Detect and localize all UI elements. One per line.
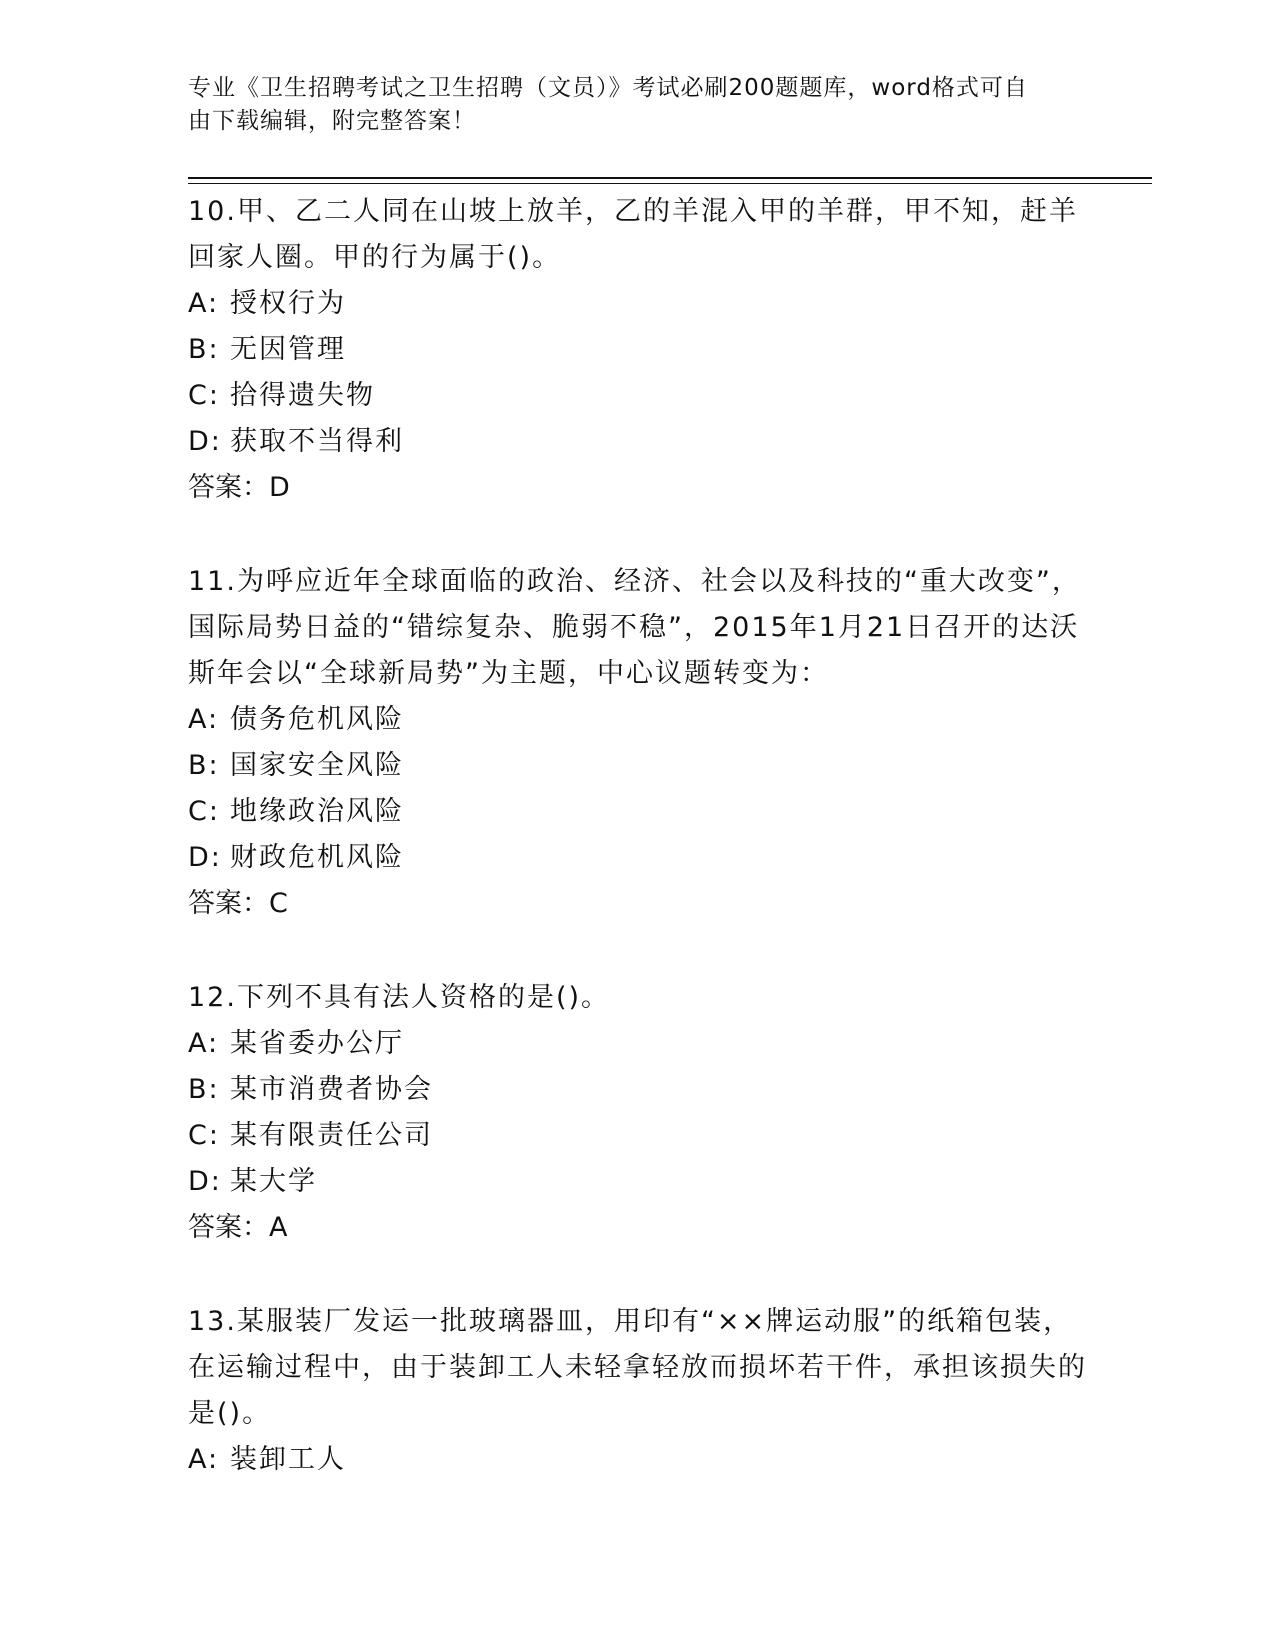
question-11	[188, 559, 1088, 927]
option-b	[188, 327, 1088, 373]
option-d	[188, 835, 1088, 881]
question-13	[188, 1299, 1088, 1483]
option-text: 装卸工人	[230, 1444, 346, 1475]
question-list	[188, 189, 1088, 1531]
option-letter: D:	[188, 426, 222, 457]
question-text: 12.下列不具有法人资格的是()。	[188, 982, 611, 1013]
option-letter: C:	[188, 380, 220, 411]
option-a	[188, 1021, 1088, 1067]
option-text: 债务危机风险	[230, 704, 404, 735]
question-text: 11.为呼应近年全球面临的政治、经济、社会以及科技的“重大改变”，国际局势日益的“错综复杂、脆弱不稳”，2015年1月21日召开的达沃斯年会以“全球新局势”为主题，中心议题转变为：	[188, 566, 1081, 689]
option-letter: C:	[188, 796, 220, 827]
option-letter: A:	[188, 1444, 220, 1475]
option-text: 某省委办公厅	[230, 1028, 404, 1059]
option-text: 拾得遗失物	[230, 380, 375, 411]
option-text: 某市消费者协会	[230, 1074, 433, 1105]
answer-line: 答案：A	[188, 1212, 288, 1243]
option-a	[188, 1437, 1088, 1483]
option-c	[188, 373, 1088, 419]
option-text: 某大学	[230, 1166, 317, 1197]
option-letter: B:	[188, 750, 220, 781]
option-text: 获取不当得利	[230, 426, 404, 457]
question-text: 13.某服装厂发运一批玻璃器皿，用印有“××牌运动服”的纸箱包装，在运输过程中，由于装卸工人未轻拿轻放而损坏若干件，承担该损失的是()。	[188, 1306, 1087, 1429]
document-header	[188, 72, 1068, 138]
option-text: 授权行为	[230, 288, 346, 319]
option-c	[188, 1113, 1088, 1159]
header-divider-thin	[188, 183, 1152, 184]
option-b	[188, 1067, 1088, 1113]
option-text: 国家安全风险	[230, 750, 404, 781]
option-d	[188, 419, 1088, 465]
option-a	[188, 697, 1088, 743]
option-text: 财政危机风险	[230, 842, 404, 873]
option-letter: D:	[188, 1166, 222, 1197]
option-letter: B:	[188, 1074, 220, 1105]
option-letter: A:	[188, 288, 220, 319]
option-b	[188, 743, 1088, 789]
option-text: 无因管理	[230, 334, 346, 365]
answer-line: 答案：C	[188, 888, 288, 919]
question-text: 10.甲、乙二人同在山坡上放羊，乙的羊混入甲的羊群，甲不知，赶羊回家人圈。甲的行为属于()。	[188, 196, 1078, 273]
header-divider-thick	[188, 177, 1152, 179]
option-a	[188, 281, 1088, 327]
option-d	[188, 1159, 1088, 1205]
option-text: 地缘政治风险	[230, 796, 404, 827]
option-letter: A:	[188, 1028, 220, 1059]
question-10	[188, 189, 1088, 511]
answer-line: 答案：D	[188, 472, 290, 503]
header-line-1: 专业《卫生招聘考试之卫生招聘（文员）》考试必刷200题题库，word格式可自	[188, 75, 1028, 101]
option-letter: C:	[188, 1120, 220, 1151]
option-text: 某有限责任公司	[230, 1120, 433, 1151]
header-line-2: 由下载编辑，附完整答案！	[188, 108, 476, 134]
option-c	[188, 789, 1088, 835]
question-12	[188, 975, 1088, 1251]
option-letter: B:	[188, 334, 220, 365]
option-letter: D:	[188, 842, 222, 873]
option-letter: A:	[188, 704, 220, 735]
